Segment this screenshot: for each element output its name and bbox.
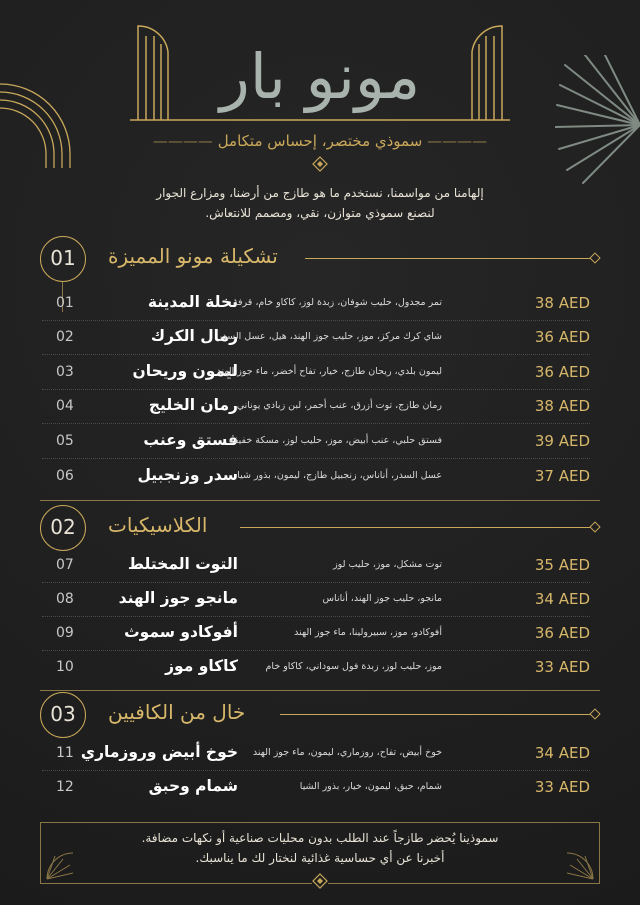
list-item: 12 شمام وحبق شمام، حبق، ليمون، خيار، بذور الشيا 33 AED: [56, 777, 590, 796]
section-separator: [40, 690, 600, 691]
item-price: 36 AED: [534, 363, 590, 381]
item-name: ليمون وريحان: [132, 362, 238, 380]
section-divider: [240, 527, 590, 528]
section-divider: [280, 714, 590, 715]
item-name: رمان الخليج: [148, 396, 238, 414]
section-title: تشكيلة مونو المميزة: [108, 244, 278, 268]
item-description: موز، حليب لوز، زبدة فول سوداني، كاكاو خام: [265, 661, 442, 672]
item-description: رمان طازج، توت أزرق، عنب أحمر، لبن زبادي يوناني: [236, 400, 442, 411]
item-price: 36 AED: [534, 328, 590, 346]
palm-leaf-icon: [555, 55, 640, 185]
item-description: خوخ أبيض، تفاح، روزماري، ليمون، ماء جوز الهند: [252, 747, 442, 758]
section-title: خال من الكافيين: [108, 700, 246, 724]
footer-line: أخبرنا عن أي حساسية غذائية لنختار لك ما يناسبك.: [195, 851, 445, 865]
subtitle: ———— سموذي مختصر، إحساس متكامل ————: [152, 132, 488, 150]
item-description: شاي كرك مركز، موز، حليب جوز الهند، هيل، عسل السدر: [217, 331, 442, 342]
footer-line: سموذينا يُحضر طازجاً عند الطلب بدون محليات صناعية أو نكهات مضافة.: [141, 831, 499, 845]
item-price: 38 AED: [534, 294, 590, 312]
item-name: التوت المختلط: [127, 555, 238, 573]
item-price: 38 AED: [534, 397, 590, 415]
item-name: خوخ أبيض وروزماري: [80, 743, 238, 761]
item-price: 39 AED: [534, 432, 590, 450]
section-header: [40, 236, 600, 282]
item-name: رمال الكرك: [150, 327, 238, 345]
list-item: 07 التوت المختلط توت مشكل، موز، حليب لوز 35 AED: [42, 549, 590, 583]
item-description: توت مشكل، موز، حليب لوز: [333, 559, 442, 570]
item-name: نخلة المدينة: [147, 293, 238, 311]
section-number: 01: [40, 236, 86, 282]
list-item: 06 سدر وزنجبيل عسل السدر، أناناس، زنجبيل طازج، ليمون، بذور شيا 37 AED: [56, 466, 590, 485]
section-header: [40, 692, 600, 738]
section-header: [40, 505, 600, 551]
item-description: شمام، حبق، ليمون، خيار، بذور الشيا: [299, 781, 442, 792]
item-price: 34 AED: [534, 744, 590, 762]
item-price: 33 AED: [534, 658, 590, 676]
item-description: تمر مجدول، حليب شوفان، زبدة لوز، كاكاو خام، قرفة: [232, 297, 442, 308]
page-title: مونو بار: [219, 40, 421, 113]
section-number: 03: [40, 692, 86, 738]
item-name: سدر وزنجبيل: [137, 466, 238, 484]
item-price: 33 AED: [534, 778, 590, 796]
item-name: كاكاو موز: [165, 657, 238, 675]
item-description: أفوكادو، موز، سبيرولينا، ماء جوز الهند: [294, 627, 442, 638]
diamond-icon: [589, 521, 600, 532]
item-description: مانجو، حليب جوز الهند، أناناس: [322, 593, 442, 604]
list-item: 09 أفوكادو سموث أفوكادو، موز، سبيرولينا، ماء جوز الهند 36 AED: [42, 617, 590, 651]
diamond-ornament-icon: [312, 873, 328, 889]
section-divider: [305, 258, 590, 259]
list-item: 11 خوخ أبيض وروزماري خوخ أبيض، تفاح، روزماري، ليمون، ماء جوز الهند 34 AED: [42, 737, 590, 771]
section-title: الكلاسيكيات: [108, 513, 208, 537]
item-name: أفوكادو سموث: [124, 623, 238, 641]
item-name: فستق وعنب: [143, 431, 238, 449]
diamond-ornament-icon: [312, 156, 328, 172]
list-item: 04 رمان الخليج رمان طازج، توت أزرق، عنب أحمر، لبن زبادي يوناني 38 AED: [42, 390, 590, 424]
list-item: 10 كاكاو موز موز، حليب لوز، زبدة فول سوداني، كاكاو خام 33 AED: [56, 657, 590, 676]
intro-text: إلهامنا من مواسمنا، نستخدم ما هو طازج من أرضنا، ومزارع الجوار لنصنع سموذي متوازن، نقي، ومصمم للانتعاش.: [156, 186, 484, 220]
arc-decoration-icon: [0, 78, 80, 168]
item-price: 36 AED: [534, 624, 590, 642]
item-description: فستق حلبي، عنب أبيض، موز، حليب لوز، مسكة خفيفة: [228, 435, 442, 446]
section-separator: [40, 500, 600, 501]
item-price: 35 AED: [534, 556, 590, 574]
item-description: ليمون بلدي، ريحان طازج، خيار، تفاح أخضر، ماء جوز الهند: [216, 366, 442, 377]
diamond-icon: [589, 252, 600, 263]
diamond-icon: [589, 708, 600, 719]
item-description: عسل السدر، أناناس، زنجبيل طازج، ليمون، بذور شيا: [237, 470, 442, 481]
list-item: 08 مانجو جوز الهند مانجو، حليب جوز الهند، أناناس 34 AED: [42, 583, 590, 617]
section-number: 02: [40, 505, 86, 551]
list-item: 03 ليمون وريحان ليمون بلدي، ريحان طازج، خيار، تفاح أخضر، ماء جوز الهند 36 AED: [42, 356, 590, 390]
title-block: [130, 22, 510, 122]
item-name: مانجو جوز الهند: [118, 589, 238, 607]
item-name: شمام وحبق: [148, 777, 238, 795]
list-item: 01 نخلة المدينة تمر مجدول، حليب شوفان، زبدة لوز، كاكاو خام، قرفة 38 AED: [42, 287, 590, 321]
item-price: 34 AED: [534, 590, 590, 608]
item-price: 37 AED: [534, 467, 590, 485]
list-item: 02 رمال الكرك شاي كرك مركز، موز، حليب جوز الهند، هيل، عسل السدر 36 AED: [42, 321, 590, 355]
list-item: 05 فستق وعنب فستق حلبي، عنب أبيض، موز، حليب لوز، مسكة خفيفة 39 AED: [42, 425, 590, 459]
